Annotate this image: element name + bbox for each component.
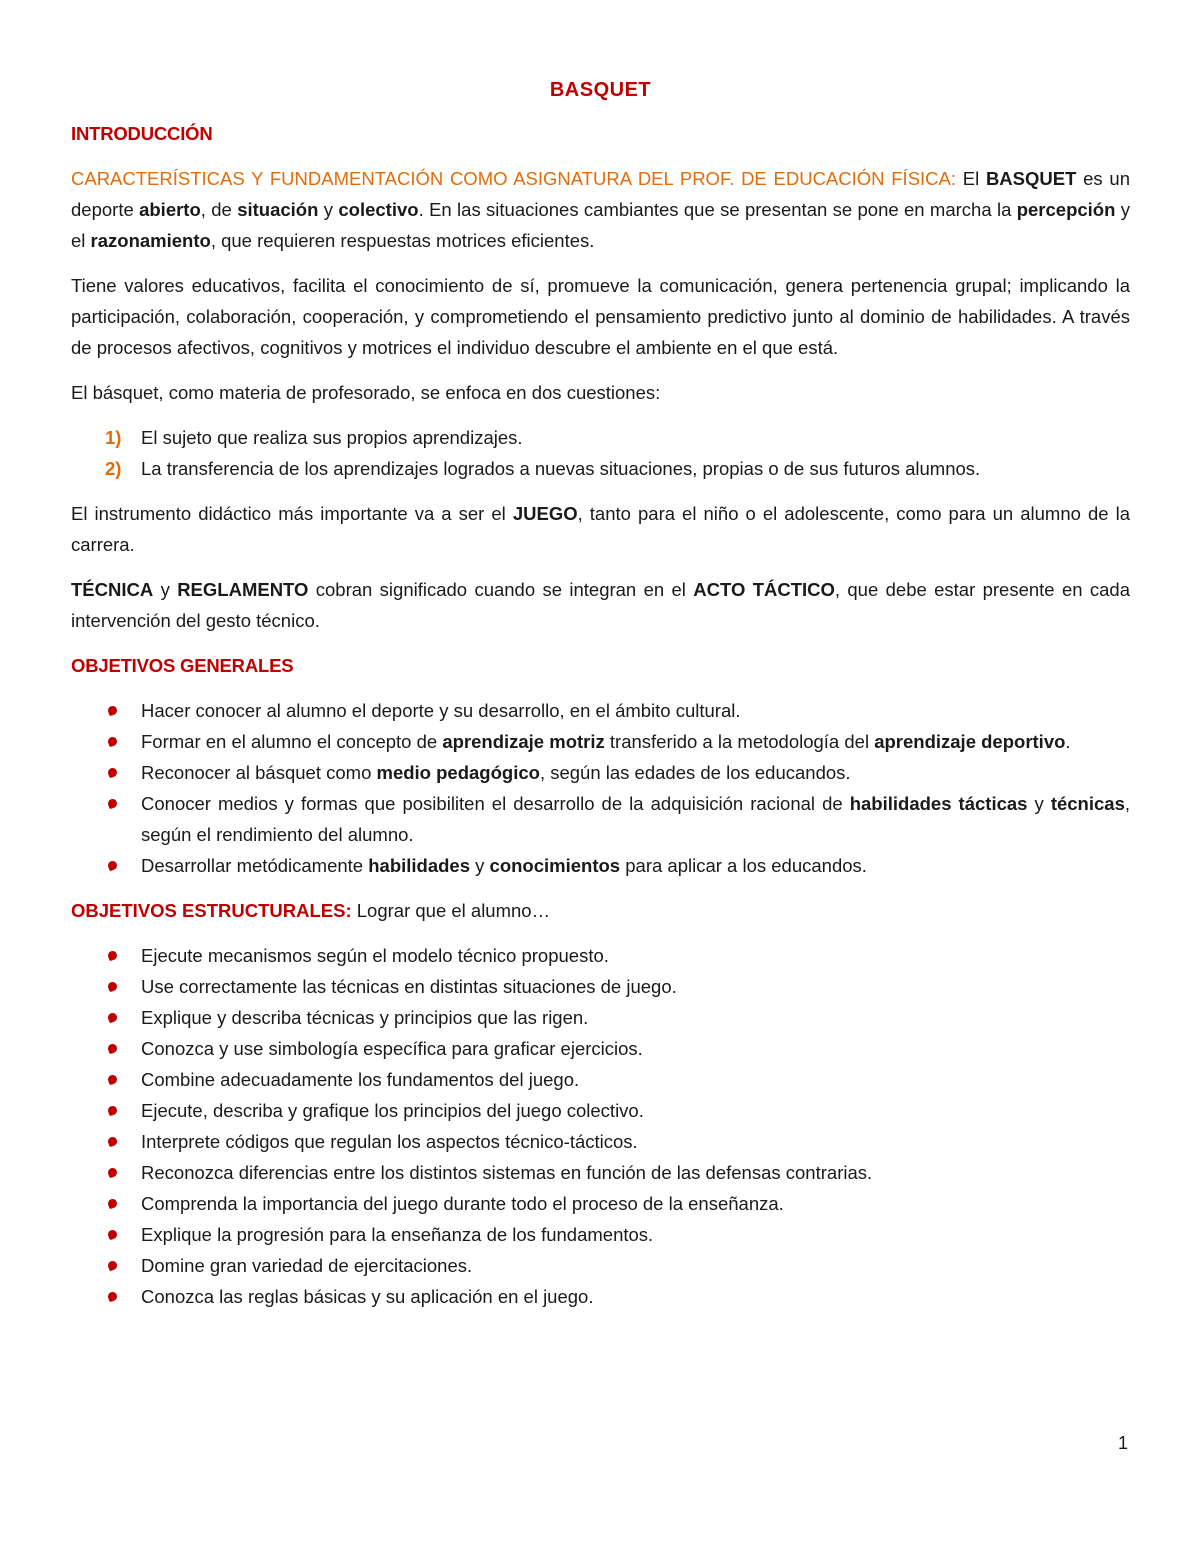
bullet-icon — [107, 981, 119, 993]
list-item — [71, 695, 1130, 726]
text-run: y — [470, 855, 490, 876]
bullet-icon — [107, 705, 119, 717]
bold-run: abierto — [139, 199, 201, 220]
text-run: , de — [200, 199, 238, 220]
bold-run: aprendizaje motriz — [442, 731, 605, 752]
list-item — [71, 788, 1130, 850]
bold-run: razonamiento — [90, 230, 211, 251]
bullet-icon — [107, 1229, 119, 1241]
bullet-icon — [107, 860, 119, 872]
characteristics-label: CARACTERÍSTICAS Y FUNDAMENTACIÓN COMO ASIGNATURA DEL PROF. DE EDUCACIÓN FÍSICA: — [71, 168, 957, 189]
document-content — [71, 76, 1130, 1326]
list-item — [71, 1095, 1130, 1126]
list-item-text: Domine gran variedad de ejercitaciones. — [141, 1255, 473, 1276]
text-run: , que debe estar presente en cada intervención del gesto técnico. — [71, 579, 1130, 631]
list-item-text: Ejecute mecanismos según el modelo técnico propuesto. — [141, 945, 609, 966]
list-item-text: Hacer conocer al alumno el deporte y su desarrollo, en el ámbito cultural. — [141, 700, 741, 721]
bullet-icon — [107, 767, 119, 779]
bold-run: JUEGO — [512, 503, 578, 524]
list-item — [71, 1126, 1130, 1157]
document-title: BASQUET — [549, 79, 652, 101]
structural-objectives-heading — [71, 895, 1130, 926]
list-item-text: Conozca y use simbología específica para graficar ejercicios. — [141, 1038, 643, 1059]
bullet-icon — [107, 1136, 119, 1148]
bold-run: técnicas — [1050, 793, 1125, 814]
game-paragraph — [71, 498, 1130, 560]
text-run: transferido a la metodología del — [604, 731, 875, 752]
list-item — [71, 1002, 1130, 1033]
structural-objectives-intro: Lograr que el alumno… — [351, 900, 551, 921]
structural-objectives-list — [71, 940, 1130, 1312]
bold-run: medio pedagógico — [376, 762, 540, 783]
text-run: , según el rendimiento del alumno. — [141, 793, 1130, 845]
list-item — [71, 726, 1130, 757]
intro-paragraph — [71, 163, 1130, 256]
text-run: . — [1065, 731, 1071, 752]
bullet-icon — [107, 1012, 119, 1024]
bullet-icon — [107, 1291, 119, 1303]
text-run: y — [318, 199, 339, 220]
list-item — [71, 850, 1130, 881]
list-item — [71, 422, 1130, 453]
bold-run: situación — [237, 199, 319, 220]
list-item — [71, 940, 1130, 971]
list-item-text: Comprenda la importancia del juego durante todo el proceso de la enseñanza. — [141, 1193, 784, 1214]
list-item — [71, 757, 1130, 788]
intro-heading: INTRODUCCIÓN — [71, 123, 213, 144]
focus-list — [71, 422, 1130, 484]
text-run: El — [956, 168, 986, 189]
list-item — [71, 1033, 1130, 1064]
list-item — [71, 1219, 1130, 1250]
list-item-text: Conozca las reglas básicas y su aplicación en el juego. — [141, 1286, 594, 1307]
bold-run: BASQUET — [985, 168, 1077, 189]
bullet-icon — [107, 798, 119, 810]
bullet-icon — [107, 1043, 119, 1055]
text-run: , tanto para el niño o el adolescente, como para un alumno de la carrera. — [71, 503, 1130, 555]
bold-run: conocimientos — [489, 855, 621, 876]
bold-run: TÉCNICA — [71, 579, 154, 600]
text-run: es un deporte — [71, 168, 1130, 220]
bold-run: habilidades — [368, 855, 471, 876]
bold-run: colectivo — [338, 199, 419, 220]
text-run: Desarrollar metódicamente — [141, 855, 369, 876]
list-item — [71, 971, 1130, 1002]
list-number: 1) — [105, 427, 122, 448]
focus-paragraph: El básquet, como materia de profesorado, se enfoca en dos cuestiones: — [71, 382, 661, 403]
text-run: cobran significado cuando se integran en el — [308, 579, 694, 600]
page-number: 1 — [1117, 1433, 1128, 1453]
structural-objectives-label: OBJETIVOS ESTRUCTURALES: — [71, 900, 352, 921]
bold-run: percepción — [1016, 199, 1116, 220]
bold-run: REGLAMENTO — [177, 579, 309, 600]
bullet-icon — [107, 1074, 119, 1086]
text-run: Reconocer al básquet como — [141, 762, 377, 783]
list-item-text: Interprete códigos que regulan los aspectos técnico-tácticos. — [141, 1131, 638, 1152]
general-objectives-heading: OBJETIVOS GENERALES — [71, 655, 294, 676]
text-run: y — [153, 579, 178, 600]
bullet-icon — [107, 1198, 119, 1210]
bold-run: habilidades tácticas — [849, 793, 1028, 814]
list-item-text: Explique la progresión para la enseñanza de los fundamentos. — [141, 1224, 654, 1245]
text-run: , según las edades de los educandos. — [539, 762, 851, 783]
text-run: y — [1027, 793, 1051, 814]
bold-run: ACTO TÁCTICO — [693, 579, 835, 600]
list-item — [71, 453, 1130, 484]
list-item-text: El sujeto que realiza sus propios aprendizajes. — [141, 427, 523, 448]
bullet-icon — [107, 950, 119, 962]
list-item-text: Ejecute, describa y grafique los principios del juego colectivo. — [141, 1100, 644, 1121]
list-item-text: La transferencia de los aprendizajes logrados a nuevas situaciones, propias o de sus futuros alumnos. — [141, 458, 981, 479]
bullet-icon — [107, 1260, 119, 1272]
text-run: Formar en el alumno el concepto de — [141, 731, 443, 752]
list-item — [71, 1250, 1130, 1281]
bullet-icon — [107, 736, 119, 748]
list-number: 2) — [105, 458, 122, 479]
text-run: . En las situaciones cambiantes que se presentan se pone en marcha la — [418, 199, 1017, 220]
values-paragraph: Tiene valores educativos, facilita el conocimiento de sí, promueve la comunicación, genera pertenencia grupal; implicando la participación, colaboración, cooperación, y comprometiendo el pensamiento predictivo junto al dominio de habilidades. A través de procesos afectivos, cognitivos y motrices el individuo descubre el ambiente en el que está. — [71, 275, 1130, 358]
list-item — [71, 1281, 1130, 1312]
technique-paragraph — [71, 574, 1130, 636]
list-item — [71, 1188, 1130, 1219]
list-item-text: Use correctamente las técnicas en distintas situaciones de juego. — [141, 976, 677, 997]
text-run: y el — [71, 199, 1131, 251]
list-item-text: Combine adecuadamente los fundamentos del juego. — [141, 1069, 580, 1090]
list-item-text: Explique y describa técnicas y principios que las rigen. — [141, 1007, 589, 1028]
bold-run: aprendizaje deportivo — [874, 731, 1066, 752]
text-run: para aplicar a los educandos. — [620, 855, 867, 876]
list-item — [71, 1157, 1130, 1188]
general-objectives-list — [71, 695, 1130, 881]
text-run: Conocer medios y formas que posibiliten el desarrollo de la adquisición racional de — [141, 793, 850, 814]
bullet-icon — [107, 1105, 119, 1117]
bullet-icon — [107, 1167, 119, 1179]
text-run: El instrumento didáctico más importante va a ser el — [71, 503, 513, 524]
list-item-text: Reconozca diferencias entre los distintos sistemas en función de las defensas contrarias. — [141, 1162, 873, 1183]
text-run: , que requieren respuestas motrices eficientes. — [210, 230, 595, 251]
list-item — [71, 1064, 1130, 1095]
